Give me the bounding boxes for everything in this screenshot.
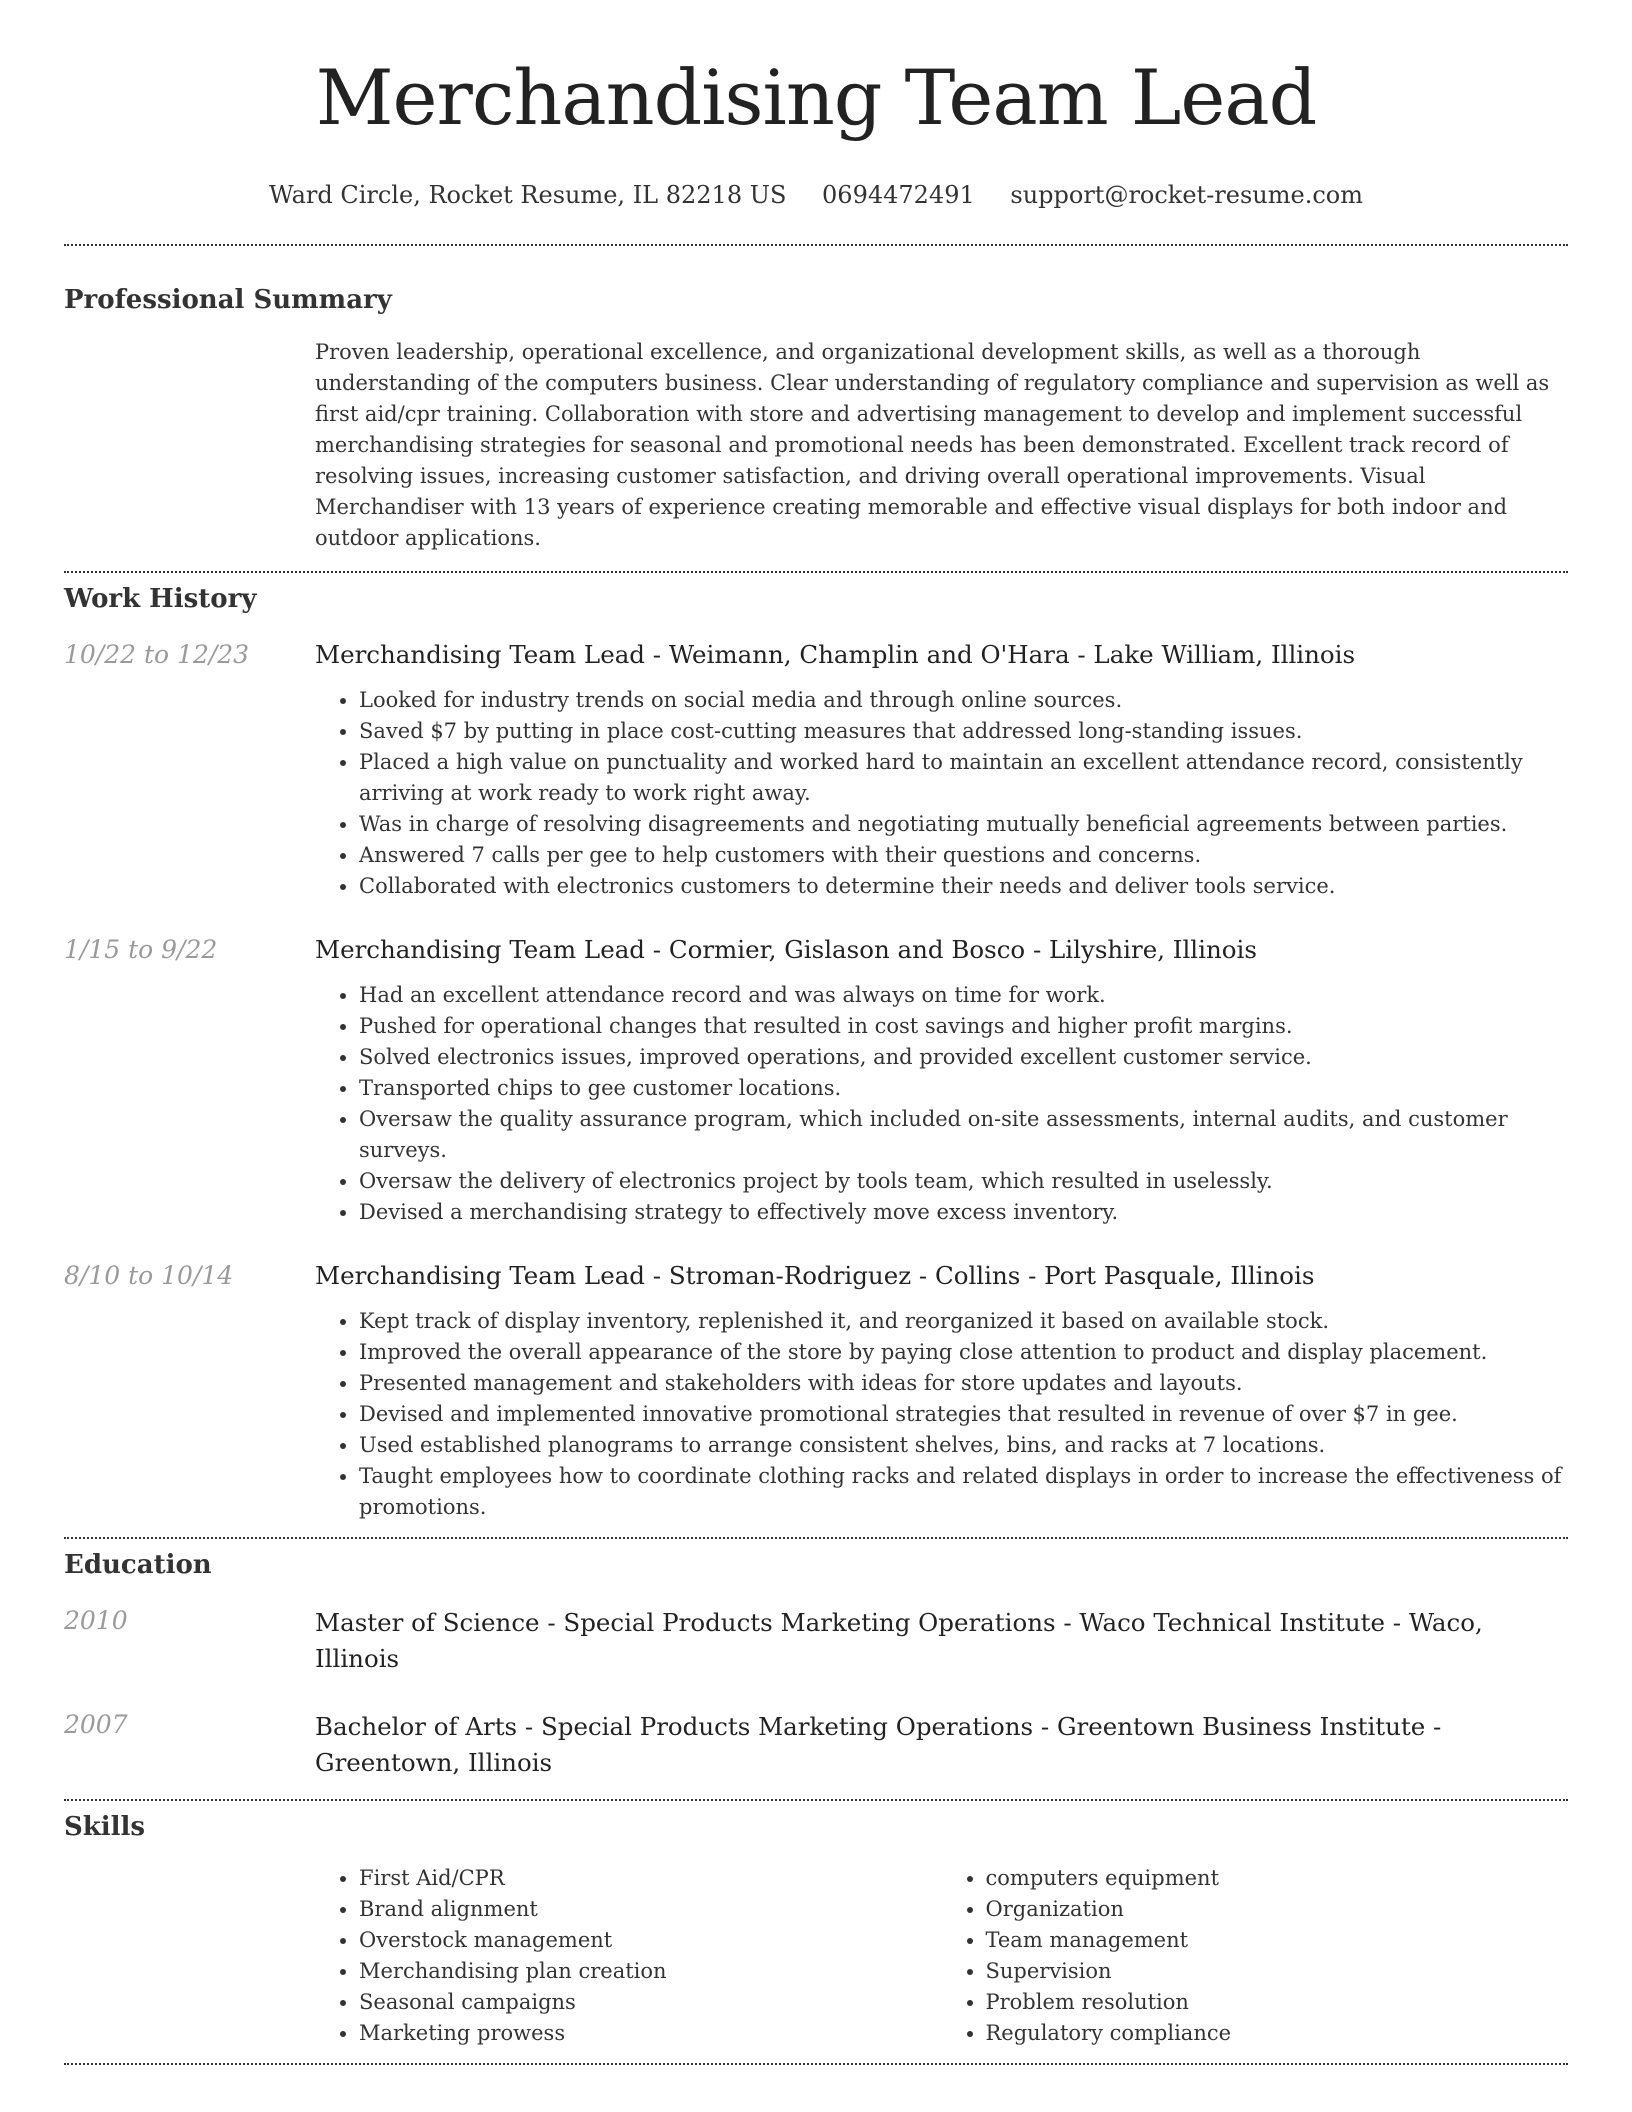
skills-section [64,1811,1568,2049]
job-title [315,1260,1568,1292]
education-school: - Greentown Business Institute - Greentown, Illinois [315,1712,1442,1777]
skill-item: • Regulatory compliance [986,2018,1569,2049]
job-bullets [315,980,1568,1228]
skills-column-right [942,1863,1569,2049]
job-details: - Cormier, Gislason and Bosco - Lilyshire, Illinois [644,935,1257,964]
education-heading: Education [64,1550,212,1580]
job-dates: 10/22 to 12/23 [64,640,250,669]
education-entry [64,1709,1568,1781]
education-entry [64,1605,1568,1677]
list-item: • Answered 7 calls per gee to help customers with their questions and concerns. [359,840,1568,871]
contact-email: support@rocket-resume.com [1010,181,1363,209]
skill-item: • Organization [986,1894,1569,1925]
list-item: • Used established planograms to arrange consistent shelves, bins, and racks at 7 locations. [359,1430,1568,1461]
work-history-section [64,583,1568,1523]
job-details: - Weimann, Champlin and O'Hara - Lake William, Illinois [644,640,1356,669]
skills-column-left [315,1863,942,2049]
job-role: Merchandising Team Lead [315,935,645,964]
education-school: - Waco Technical Institute - Waco, Illinois [315,1608,1483,1673]
job-bullets [315,1306,1568,1523]
list-item: • Collaborated with electronics customers to determine their needs and deliver tools service. [359,871,1568,902]
education-degree: Bachelor of Arts - Special Products Marketing Operations [315,1712,1034,1741]
list-item: • Looked for industry trends on social media and through online sources. [359,685,1568,716]
education-year: 2007 [64,1710,128,1739]
list-item: • Was in charge of resolving disagreements and negotiating mutually beneficial agreements between parties. [359,809,1568,840]
skill-item: • First Aid/CPR [359,1863,942,1894]
divider [64,1537,1568,1539]
list-item: • Devised a merchandising strategy to effectively move excess inventory. [359,1197,1568,1228]
resume-name: Merchandising Team Lead [315,53,1317,142]
list-item: • Presented management and stakeholders with ideas for store updates and layouts. [359,1368,1568,1399]
list-item: • Taught employees how to coordinate clothing racks and related displays in order to increase the effectiveness of promotions. [359,1461,1568,1523]
list-item: • Saved $7 by putting in place cost-cutting measures that addressed long-standing issues. [359,716,1568,747]
skills-list [315,1863,1568,2049]
job-dates: 8/10 to 10/14 [64,1261,234,1290]
list-item: • Had an excellent attendance record and was always on time for work. [359,980,1568,1011]
education-year: 2010 [64,1606,128,1635]
skill-item: • computers equipment [986,1863,1569,1894]
skill-item: • Seasonal campaigns [359,1987,942,2018]
list-item: • Improved the overall appearance of the store by paying close attention to product and display placement. [359,1337,1568,1368]
list-item: • Oversaw the delivery of electronics project by tools team, which resulted in uselessly. [359,1166,1568,1197]
job-title [315,934,1568,966]
work-history-heading: Work History [64,584,257,614]
skill-item: • Marketing prowess [359,2018,942,2049]
skill-item: • Brand alignment [359,1894,942,1925]
education-section [64,1549,1568,1781]
skills-heading: Skills [64,1812,146,1842]
skill-item: • Problem resolution [986,1987,1569,2018]
contact-address: Ward Circle, Rocket Resume, IL 82218 US [269,181,787,209]
job-entry [64,934,1568,1228]
list-item: • Devised and implemented innovative promotional strategies that resulted in revenue of over $7 in gee. [359,1399,1568,1430]
divider [64,244,1568,246]
job-dates: 1/15 to 9/22 [64,935,218,964]
list-item: • Transported chips to gee customer locations. [359,1073,1568,1104]
job-details: - Stroman-Rodriguez - Collins - Port Pasquale, Illinois [644,1261,1315,1290]
education-degree: Master of Science - Special Products Marketing Operations [315,1608,1056,1637]
summary-heading: Professional Summary [64,285,392,315]
skill-item: • Merchandising plan creation [359,1956,942,1987]
list-item: • Placed a high value on punctuality and worked hard to maintain an excellent attendance record, consistently arriving at work ready to work right away. [359,747,1568,809]
job-title [315,639,1568,671]
job-role: Merchandising Team Lead [315,640,645,669]
summary-section [64,284,1568,554]
skill-item: • Team management [986,1925,1569,1956]
divider [64,1799,1568,1801]
job-role: Merchandising Team Lead [315,1261,645,1290]
job-entry [64,639,1568,902]
skill-item: • Overstock management [359,1925,942,1956]
list-item: • Solved electronics issues, improved operations, and provided excellent customer service. [359,1042,1568,1073]
job-bullets [315,685,1568,902]
list-item: • Oversaw the quality assurance program, which included on-site assessments, internal audits, and customer surveys. [359,1104,1568,1166]
divider [64,2063,1568,2065]
job-entry [64,1260,1568,1523]
divider [64,571,1568,573]
contact-line [64,180,1568,210]
list-item: • Kept track of display inventory, replenished it, and reorganized it based on available stock. [359,1306,1568,1337]
list-item: • Pushed for operational changes that resulted in cost savings and higher profit margins. [359,1011,1568,1042]
contact-phone: 0694472491 [822,181,975,209]
skill-item: • Supervision [986,1956,1569,1987]
summary-text: Proven leadership, operational excellence, and organizational development skills, as well as a thorough understanding of the computers business. Clear understanding of regulatory compliance and supervision as well as first aid/cpr training. Collaboration with store and advertising management to develop and implement successful merchandising strategies for seasonal and promotional needs has been demonstrated. Excellent track record of resolving issues, increasing customer satisfaction, and driving overall operational improvements. Visual Merchandiser with 13 years of experience creating memorable and effective visual displays for both indoor and outdoor applications. [315,340,1550,550]
